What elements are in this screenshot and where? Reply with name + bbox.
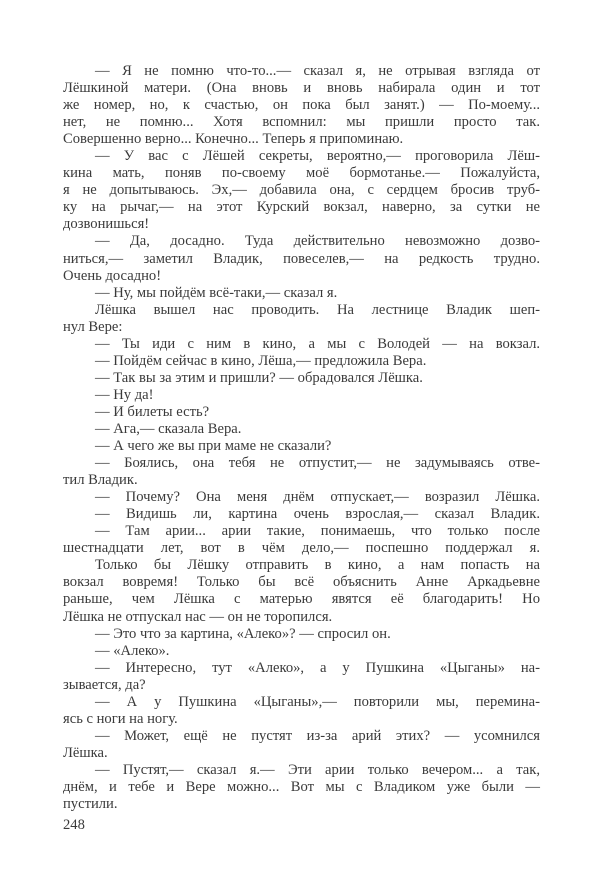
- text-line: — «Алеко».: [95, 642, 170, 659]
- text-line: Лёшка вышел нас проводить. На лестнице Владик шеп-: [95, 301, 540, 318]
- text-line: ку на рычаг,— на этот Курский вокзал, наверно, за сутки не: [63, 199, 540, 216]
- text-line: ясь с ноги на ногу.: [63, 710, 178, 727]
- text-line: пустили.: [63, 796, 118, 813]
- text-line: же номер, но, к счастью, он пока был занят.) — По-моему...: [63, 97, 540, 114]
- text-line: — Ну, мы пойдём всё-таки,— сказал я.: [95, 284, 338, 301]
- text-line: — Почему? Она меня днём отпускает,— возразил Лёшка.: [95, 489, 540, 506]
- text-line: — Ты иди с ним в кино, а мы с Володей — на вокзал.: [95, 335, 540, 352]
- text-line: днём, и тебе и Вере можно... Вот мы с Владиком уже были —: [63, 778, 540, 795]
- text-line: ниться,— заметил Владик, повеселев,— на редкость трудно.: [63, 250, 540, 267]
- text-line: Лёшкиной матери. (Она вновь и вновь набирала один и тот: [63, 80, 540, 97]
- text-line: Лёшка не отпускал нас — он не торопился.: [63, 608, 333, 625]
- text-line: — А чего же вы при маме не сказали?: [95, 438, 332, 455]
- text-line: — Ага,— сказала Вера.: [95, 420, 242, 437]
- page-number: 248: [63, 817, 85, 833]
- text-line: — Ну да!: [95, 386, 154, 403]
- text-line: — Да, досадно. Туда действительно невозможно дозво-: [95, 233, 540, 250]
- text-line: Совершенно верно... Конечно... Теперь я припоминаю.: [63, 131, 404, 148]
- text-line: тил Владик.: [63, 472, 138, 489]
- text-line: Лёшка.: [63, 744, 108, 761]
- text-line: — Пойдём сейчас в кино, Лёша,— предложила Вера.: [95, 352, 427, 369]
- text-line: я не допытываюсь. Эх,— добавила она, с сердцем бросив труб-: [63, 182, 540, 199]
- text-line: зывается, да?: [63, 676, 146, 693]
- text-line: нет, не помню... Хотя вспомнил: мы пришли просто так.: [63, 114, 540, 131]
- book-page-text: [63, 63, 540, 813]
- text-line: — Это что за картина, «Алеко»? — спросил он.: [95, 625, 391, 642]
- text-line: — Там арии... арии такие, понимаешь, что только после: [95, 523, 540, 540]
- text-line: Только бы Лёшку отправить в кино, а нам попасть на: [95, 557, 540, 574]
- text-line: раньше, чем Лёшка с матерью явятся её благодарить! Но: [63, 591, 540, 608]
- text-line: нул Вере:: [63, 318, 123, 335]
- text-line: — Интересно, тут «Алеко», а у Пушкина «Цыганы» на-: [95, 659, 540, 676]
- text-line: — Так вы за этим и пришли? — обрадовался Лёшка.: [95, 369, 423, 386]
- text-line: — Пустят,— сказал я.— Эти арии только вечером... а так,: [95, 761, 540, 778]
- text-line: — А у Пушкина «Цыганы»,— повторили мы, перемина-: [95, 693, 540, 710]
- text-line: дозвонишься!: [63, 216, 150, 233]
- text-line: — И билеты есть?: [95, 403, 210, 420]
- text-line: — Может, ещё не пустят из-за арий этих? — усомнился: [95, 727, 540, 744]
- text-line: — Боялись, она тебя не отпустит,— не задумываясь отве-: [95, 455, 540, 472]
- text-line: — Я не помню что-то...— сказал я, не отрывая взгляда от: [95, 63, 540, 79]
- text-line: шестнадцати лет, вот в чём дело,— поспешно поддержал я.: [63, 540, 540, 557]
- text-line: вокзал вовремя! Только бы всё объяснить Анне Аркадьевне: [63, 574, 540, 591]
- text-line: Очень досадно!: [63, 267, 162, 284]
- text-line: — У вас с Лёшей секреты, вероятно,— проговорила Лёш-: [95, 148, 540, 165]
- text-line: кина мать, поняв по-своему моё бормотанье.— Пожалуйста,: [63, 165, 540, 182]
- text-line: — Видишь ли, картина очень взрослая,— сказал Владик.: [95, 506, 540, 523]
